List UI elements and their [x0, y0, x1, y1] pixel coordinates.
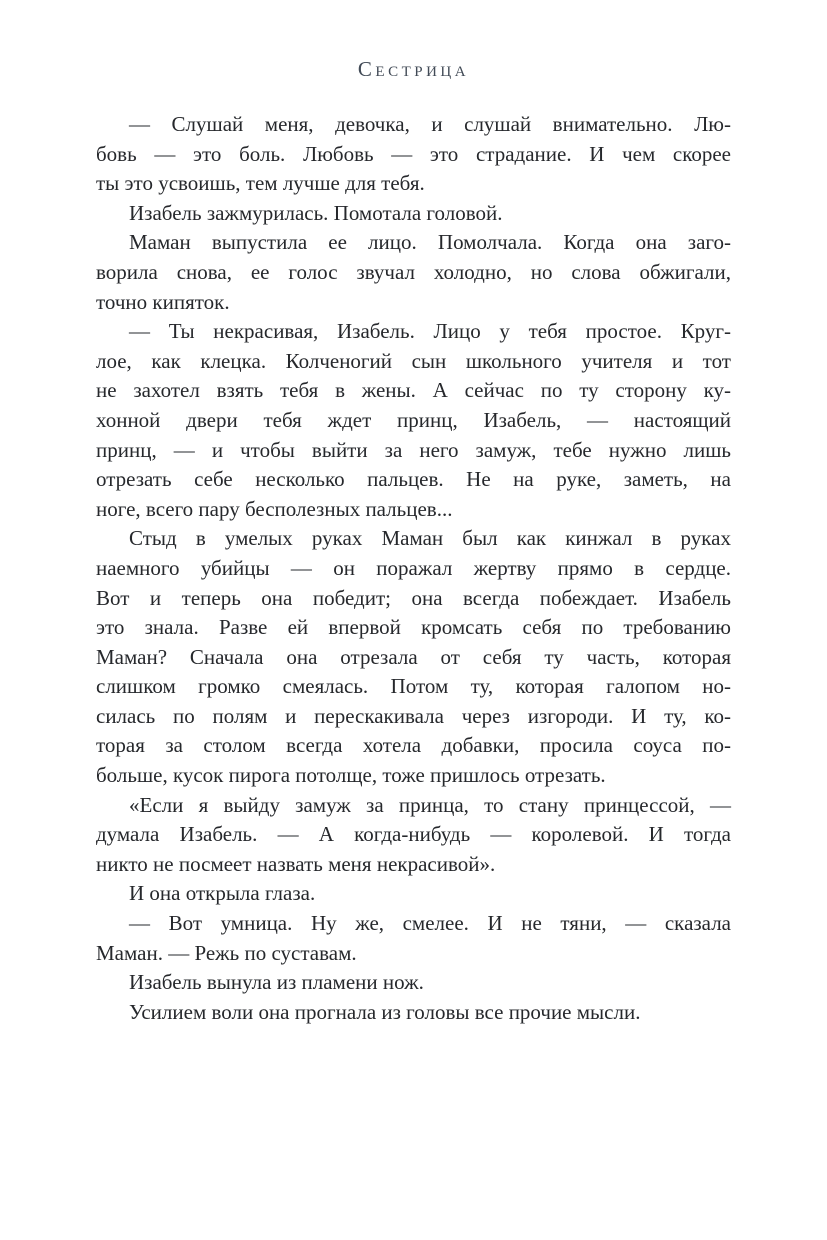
text-line: думала Изабель. — А когда-нибудь — королевой. И тогда — [96, 822, 731, 847]
text-line: больше, кусок пирога потолще, тоже пришлось отрезать. — [96, 763, 606, 788]
paragraph — [96, 110, 731, 199]
text-line: Маман? Сначала она отрезала от себя ту часть, которая — [96, 644, 731, 669]
text-line: это знала. Разве ей впервой кромсать себя по требованию — [96, 615, 731, 640]
text-line: хонной двери тебя ждет принц, Изабель, — настоящий — [96, 407, 731, 432]
paragraph — [96, 524, 731, 790]
text-line: ноге, всего пару бесполезных пальцев... — [96, 496, 453, 521]
running-head — [0, 57, 827, 84]
text-line: Маман. — Режь по суставам. — [96, 940, 357, 965]
text-line: лое, как клецка. Колченогий сын школьного учителя и тот — [96, 348, 731, 373]
text-line: Вот и теперь она победит; она всегда побеждает. Изабель — [96, 585, 731, 610]
paragraph — [96, 199, 731, 229]
text-line: Стыд в умелых руках Маман был как кинжал в руках — [129, 526, 731, 551]
running-head-rest: ЕСТРИЦА — [375, 64, 470, 80]
paragraph — [96, 228, 731, 317]
running-head-initial: С — [357, 57, 376, 81]
paragraph — [96, 317, 731, 524]
text-line: Маман выпустила ее лицо. Помолчала. Когда она заго- — [129, 230, 731, 255]
text-line: ты это усвоишь, тем лучше для тебя. — [96, 171, 425, 196]
text-line: Изабель зажмурилась. Помотала головой. — [129, 200, 503, 225]
paragraph — [96, 791, 731, 880]
text-line: — Ты некрасивая, Изабель. Лицо у тебя простое. Круг- — [129, 319, 731, 344]
text-line: — Слушай меня, девочка, и слушай внимательно. Лю- — [129, 112, 731, 136]
text-line: силась по полям и перескакивала через изгороди. И ту, ко- — [96, 703, 731, 728]
text-line: Изабель вынула из пламени нож. — [129, 970, 424, 995]
text-line: наемного убийцы — он поражал жертву прямо в сердце. — [96, 555, 731, 580]
text-line: торая за столом всегда хотела добавки, просила соуса по- — [96, 733, 731, 758]
text-line: принц, — и чтобы выйти за него замуж, тебе нужно лишь — [96, 437, 731, 462]
paragraph — [96, 909, 731, 968]
text-line: «Если я выйду замуж за принца, то стану принцессой, — — [129, 792, 731, 817]
text-line: И она открыла глаза. — [129, 881, 316, 906]
text-line: — Вот умница. Ну же, смелее. И не тяни, — сказала — [129, 911, 731, 936]
text-line: слишком громко смеялась. Потом ту, которая галопом но- — [96, 674, 731, 699]
text-line: не захотел взять тебя в жены. А сейчас по ту сторону ку- — [96, 378, 731, 403]
text-line: отрезать себе несколько пальцев. Не на руке, заметь, на — [96, 467, 731, 492]
paragraph — [96, 998, 731, 1028]
text-line: Усилием воли она прогнала из головы все прочие мысли. — [129, 999, 641, 1024]
paragraph — [96, 879, 731, 909]
paragraph — [96, 968, 731, 998]
text-line: ворила снова, ее голос звучал холодно, но слова обжигали, — [96, 259, 731, 284]
text-line: бовь — это боль. Любовь — это страдание. И чем скорее — [96, 141, 731, 166]
page-body — [96, 110, 731, 1027]
text-line: никто не посмеет назвать меня некрасивой». — [96, 851, 496, 876]
text-line: точно кипяток. — [96, 289, 230, 314]
